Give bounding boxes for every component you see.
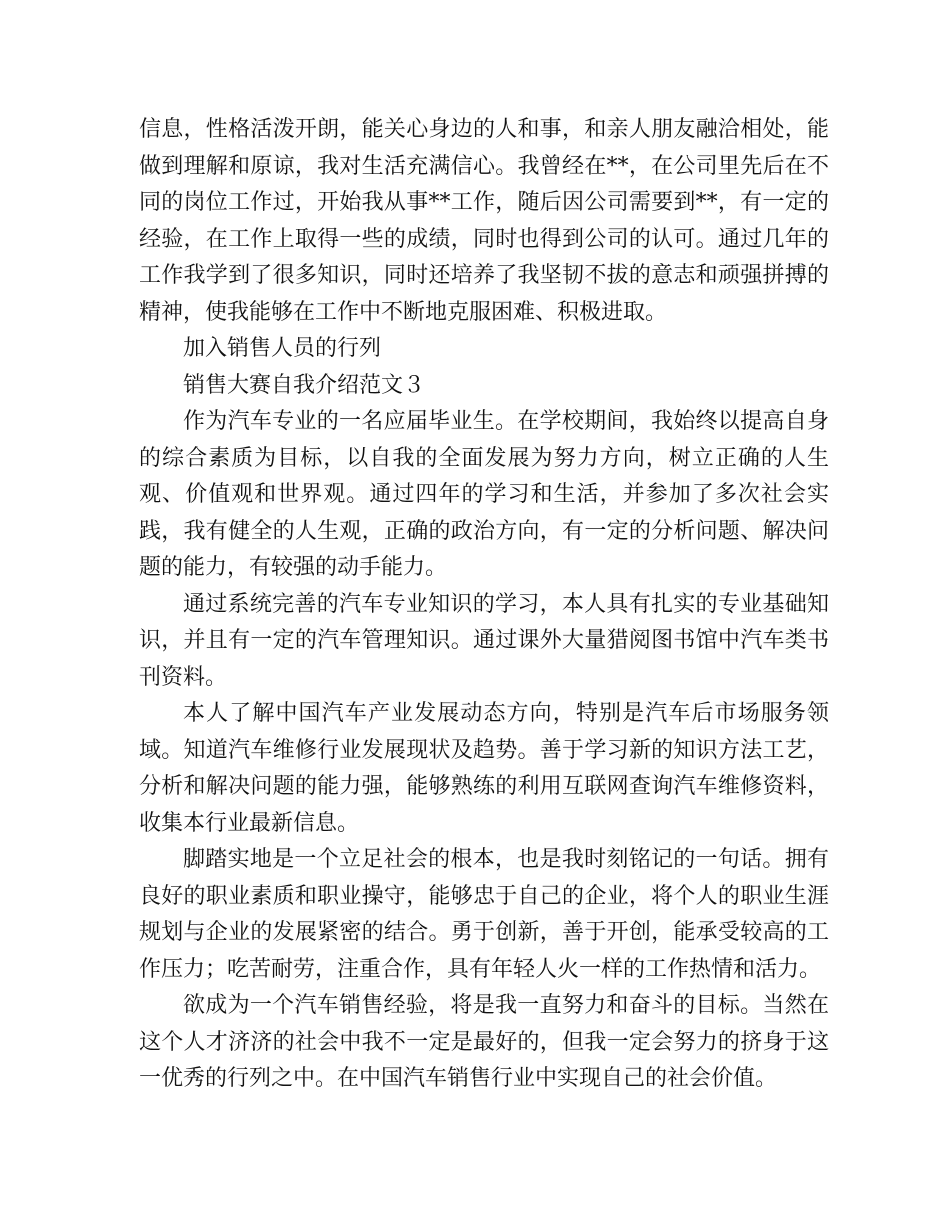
paragraph-industry: 本人了解中国汽车产业发展动态方向，特别是汽车后市场服务领域。知道汽车维修行业发展现状及趋势。善于学习新的知识方法工艺，分析和解决问题的能力强，能够熟练的利用互联网查询汽车维修资料，收集本行业最新信息。 [139,701,829,836]
paragraph-goal: 欲成为一个汽车销售经验，将是我一直努力和奋斗的目标。当然在这个人才济济的社会中我不一定是最好的，但我一定会努力的挤身于这一优秀的行列之中。在中国汽车销售行业中实现自己的社会价值。 [139,993,829,1091]
paragraph-intro: 作为汽车专业的一名应届毕业生。在学校期间，我始终以提高自身的综合素质为目标，以自我的全面发展为努力方向，树立正确的人生观、价值观和世界观。通过四年的学习和生活，并参加了多次社会实践，我有健全的人生观，正确的政治方向，有一定的分析问题、解决问题的能力，有较强的动手能力。 [139,409,829,580]
paragraph-continuation: 信息，性格活泼开朗，能关心身边的人和事，和亲人朋友融洽相处，能做到理解和原谅，我对生活充满信心。我曾经在**，在公司里先后在不同的岗位工作过，开始我从事**工作，随后因公司需要到**，有一定的经验，在工作上取得一些的成绩，同时也得到公司的认可。通过几年的工作我学到了很多知识，同时还培养了我坚韧不拔的意志和顽强拼搏的精神，使我能够在工作中不断地克服困难、积极进取。 [139,117,829,325]
paragraph-character: 脚踏实地是一个立足社会的根本，也是我时刻铭记的一句话。拥有良好的职业素质和职业操守，能够忠于自己的企业，将个人的职业生涯规划与企业的发展紧密的结合。勇于创新，善于开创，能承受较高的工作压力；吃苦耐劳，注重合作，具有年轻人火一样的工作热情和活力。 [139,847,829,982]
paragraph-section-title: 销售大赛自我介绍范文３ [183,372,426,398]
paragraph-heading-join-sales: 加入销售人员的行列 [183,336,382,361]
paragraph-knowledge: 通过系统完善的汽车专业知识的学习，本人具有扎实的专业基础知识，并且有一定的汽车管理知识。通过课外大量猎阅图书馆中汽车类书刊资料。 [139,591,829,690]
document-body [139,112,829,1098]
